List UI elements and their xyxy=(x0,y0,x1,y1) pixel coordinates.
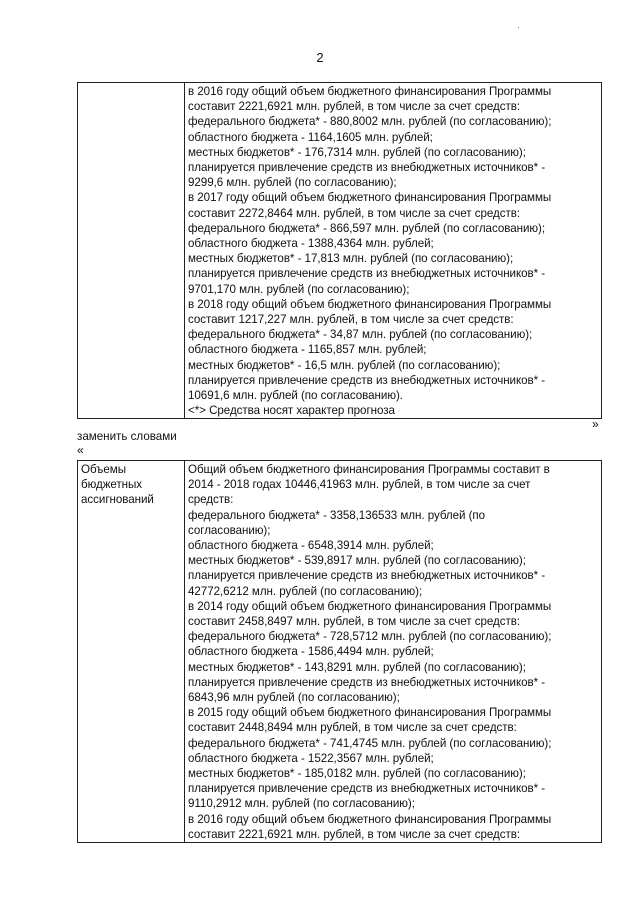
bottom-table xyxy=(77,460,602,843)
text-line: 6843,96 млн рублей (по согласованию); xyxy=(188,691,400,705)
text-line: федерального бюджета* - 880,8002 млн. рублей (по согласованию); xyxy=(188,115,552,129)
text-line: федерального бюджета* - 3358,136533 млн. рублей (по xyxy=(188,508,486,522)
text-line: планируется привлечение средств из внебюджетных источников* - xyxy=(188,569,546,583)
text-line: в 2015 году общий объем бюджетного финансирования Программы xyxy=(188,706,552,720)
text-line: Объемы xyxy=(81,463,126,476)
closing-quote: » xyxy=(592,417,599,431)
text-line: 2014 - 2018 годах 10446,41963 млн. рублей, в том числе за счет xyxy=(188,478,531,492)
text-line: составит 2458,8497 млн. рублей, в том числе за счет средств: xyxy=(188,615,520,629)
page-number: 2 xyxy=(316,50,324,65)
text-line: местных бюджетов* - 185,0182 млн. рублей (по согласованию); xyxy=(188,767,526,781)
text-line: в 2017 году общий объем бюджетного финансирования Программы xyxy=(188,191,552,205)
text-line: в 2016 году общий объем бюджетного финансирования Программы xyxy=(188,85,552,98)
text-line: согласованию); xyxy=(188,523,271,537)
text-line: в 2014 году общий объем бюджетного финансирования Программы xyxy=(188,599,552,613)
text-line: планируется привлечение средств из внебюджетных источников* - xyxy=(188,782,546,796)
text-line: областного бюджета - 1522,3567 млн. рублей; xyxy=(188,751,434,765)
text-line: планируется привлечение средств из внебюджетных источников* - xyxy=(188,161,546,175)
budget-allocations-text-cell xyxy=(185,461,602,843)
top-table xyxy=(77,82,602,419)
text-line: местных бюджетов* - 176,7314 млн. рублей (по согласованию); xyxy=(188,145,526,159)
text-line: <*> Средства носят характер прогноза xyxy=(188,404,395,418)
text-line: планируется привлечение средств из внебюджетных источников* - xyxy=(188,267,546,281)
corner-mark: · xyxy=(517,22,520,32)
budget-allocations-label-cell xyxy=(78,461,185,843)
bottom-table-row xyxy=(78,461,602,843)
text-line: составит 2221,6921 млн. рублей, в том числе за счет средств: xyxy=(188,100,520,114)
text-line: составит 2221,6921 млн. рублей, в том числе за счет средств: xyxy=(188,827,520,841)
text-line: планируется привлечение средств из внебюджетных источников* - xyxy=(188,675,546,689)
text-line: федерального бюджета* - 34,87 млн. рублей (по согласованию); xyxy=(188,328,533,342)
text-line: федерального бюджета* - 741,4745 млн. рублей (по согласованию); xyxy=(188,736,552,750)
text-line: в 2018 году общий объем бюджетного финансирования Программы xyxy=(188,297,552,311)
text-line: местных бюджетов* - 143,8291 млн. рублей (по согласованию); xyxy=(188,660,526,674)
text-line: бюджетных xyxy=(81,478,143,492)
top-table-row xyxy=(78,83,602,419)
text-line: областного бюджета - 1586,4494 млн. рублей; xyxy=(188,645,434,659)
text-line: ассигнований xyxy=(81,493,154,507)
top-table-left-cell xyxy=(78,83,185,419)
text-line: местных бюджетов* - 539,8917 млн. рублей (по согласованию); xyxy=(188,554,526,568)
text-line: в 2016 году общий объем бюджетного финансирования Программы xyxy=(188,812,552,826)
text-line: Общий объем бюджетного финансирования Программы составит в xyxy=(188,463,550,476)
text-line: областного бюджета - 1165,857 млн. рублей; xyxy=(188,343,427,357)
text-line: составит 2448,8494 млн рублей, в том числе за счет средств: xyxy=(188,721,517,735)
text-line: 9701,170 млн. рублей (по согласованию); xyxy=(188,282,410,296)
text-line: 9299,6 млн. рублей (по согласованию); xyxy=(188,176,397,190)
text-line: областного бюджета - 6548,3914 млн. рублей; xyxy=(188,539,434,553)
text-line: федерального бюджета* - 728,5712 млн. рублей (по согласованию); xyxy=(188,630,552,644)
text-line: 10691,6 млн. рублей (по согласованию). xyxy=(188,389,403,403)
text-line: 9110,2912 млн. рублей (по согласованию); xyxy=(188,797,415,811)
text-line: местных бюджетов* - 16,5 млн. рублей (по согласованию); xyxy=(188,358,501,372)
text-line: составит 1217,227 млн. рублей, в том числе за счет средств: xyxy=(188,313,514,327)
text-line: областного бюджета - 1164,1605 млн. рублей; xyxy=(188,130,433,144)
top-table-right-cell xyxy=(185,83,602,419)
replace-with-text: заменить словами xyxy=(77,430,177,443)
opening-quote: « xyxy=(77,443,84,457)
text-line: 42772,6212 млн. рублей (по согласованию); xyxy=(188,584,423,598)
text-line: средств: xyxy=(188,493,234,507)
text-line: планируется привлечение средств из внебюджетных источников* - xyxy=(188,373,546,387)
text-line: областного бюджета - 1388,4364 млн. рублей; xyxy=(188,237,434,251)
text-line: составит 2272,8464 млн. рублей, в том числе за счет средств: xyxy=(188,206,520,220)
text-line: местных бюджетов* - 17,813 млн. рублей (по согласованию); xyxy=(188,252,514,266)
text-line: федерального бюджета* - 866,597 млн. рублей (по согласованию); xyxy=(188,221,546,235)
